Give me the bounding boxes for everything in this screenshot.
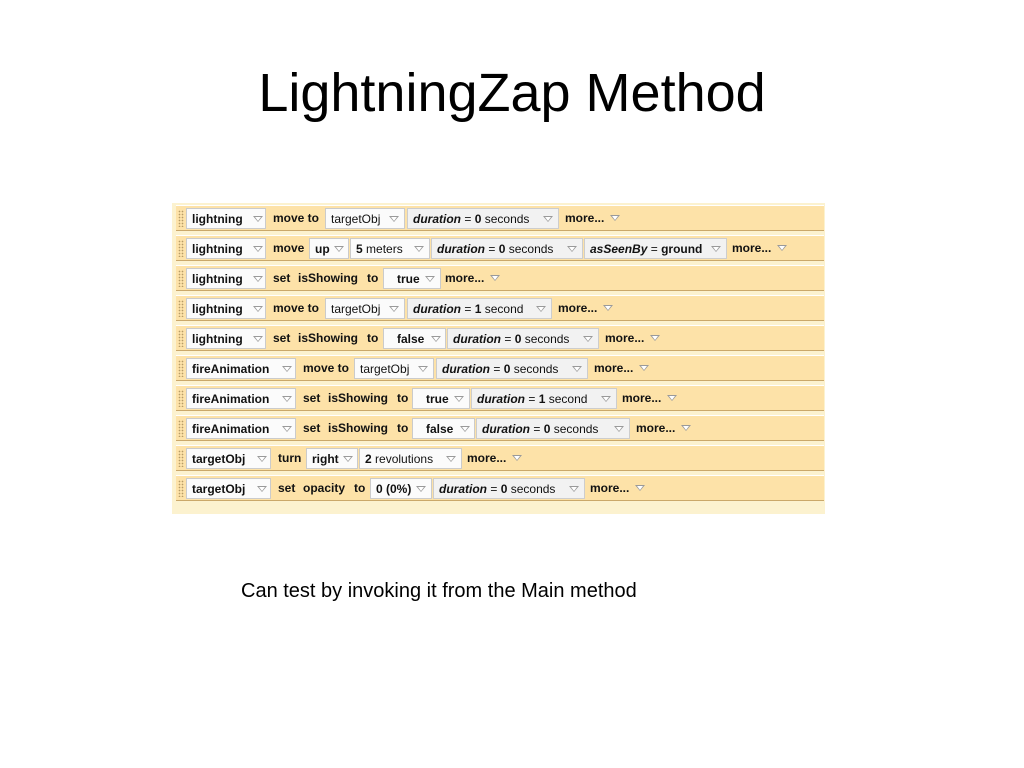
duration-value: 0 bbox=[498, 242, 506, 256]
amount-value: 2 bbox=[365, 452, 372, 466]
asseenby-modifier[interactable]: asSeenBy = ground bbox=[584, 238, 727, 259]
more-menu[interactable] bbox=[591, 358, 653, 379]
property-name: isShowing bbox=[328, 391, 388, 405]
duration-unit: second bbox=[548, 392, 588, 406]
amount-dropdown[interactable] bbox=[350, 238, 430, 259]
more-label: more... bbox=[594, 361, 634, 375]
more-menu[interactable] bbox=[619, 388, 681, 409]
duration-modifier[interactable]: duration = 0 seconds bbox=[476, 418, 630, 439]
object-dropdown[interactable] bbox=[186, 448, 271, 469]
object-dropdown[interactable] bbox=[186, 238, 266, 259]
value-dropdown[interactable] bbox=[412, 388, 470, 409]
object-name: lightning bbox=[192, 272, 243, 286]
property-name: isShowing bbox=[328, 421, 388, 435]
property-name: isShowing bbox=[298, 331, 358, 345]
dropdown-arrow-icon[interactable] bbox=[583, 336, 593, 342]
dropdown-arrow-icon[interactable] bbox=[543, 216, 553, 222]
more-menu[interactable] bbox=[464, 448, 526, 469]
drag-grip-icon[interactable] bbox=[178, 360, 184, 377]
duration-modifier[interactable]: duration = 0 seconds bbox=[431, 238, 583, 259]
value-dropdown[interactable] bbox=[370, 478, 432, 499]
more-label: more... bbox=[558, 301, 598, 315]
target-dropdown[interactable] bbox=[325, 208, 405, 229]
modifier-label: asSeenBy bbox=[590, 242, 648, 256]
dropdown-arrow-icon[interactable] bbox=[257, 486, 267, 492]
object-dropdown[interactable] bbox=[186, 268, 266, 289]
dropdown-arrow-icon[interactable] bbox=[536, 306, 546, 312]
object-name: fireAnimation bbox=[192, 422, 270, 436]
drag-grip-icon[interactable] bbox=[178, 420, 184, 437]
amount-value: 5 bbox=[356, 242, 363, 256]
duration-modifier[interactable]: duration = 0 seconds bbox=[407, 208, 559, 229]
object-dropdown[interactable] bbox=[186, 388, 296, 409]
direction-dropdown[interactable] bbox=[306, 448, 358, 469]
code-row[interactable] bbox=[176, 235, 824, 261]
code-row[interactable] bbox=[176, 355, 824, 381]
amount-dropdown[interactable] bbox=[359, 448, 462, 469]
object-name: fireAnimation bbox=[192, 362, 270, 376]
duration-unit: seconds bbox=[484, 212, 530, 226]
dropdown-arrow-icon[interactable] bbox=[667, 395, 677, 401]
method-name: set bbox=[273, 271, 291, 285]
duration-value: 0 bbox=[500, 482, 508, 496]
duration-value: 1 bbox=[474, 302, 482, 316]
method-code-editor bbox=[172, 203, 825, 514]
drag-grip-icon[interactable] bbox=[178, 270, 184, 287]
to-keyword: to bbox=[367, 271, 379, 285]
dropdown-arrow-icon[interactable] bbox=[416, 486, 426, 492]
dropdown-arrow-icon[interactable] bbox=[610, 215, 620, 221]
object-dropdown[interactable] bbox=[186, 418, 296, 439]
dropdown-arrow-icon[interactable] bbox=[454, 396, 464, 402]
dropdown-arrow-icon[interactable] bbox=[601, 396, 611, 402]
more-label: more... bbox=[636, 421, 676, 435]
duration-unit: seconds bbox=[513, 362, 559, 376]
modifier-label: duration bbox=[413, 212, 461, 226]
drag-grip-icon[interactable] bbox=[178, 300, 184, 317]
code-row[interactable] bbox=[176, 415, 824, 441]
object-name: fireAnimation bbox=[192, 392, 270, 406]
asseenby-value: ground bbox=[661, 242, 703, 256]
duration-unit: second bbox=[484, 302, 524, 316]
dropdown-arrow-icon[interactable] bbox=[490, 275, 500, 281]
code-row[interactable] bbox=[176, 295, 824, 321]
object-dropdown[interactable] bbox=[186, 358, 296, 379]
object-dropdown[interactable] bbox=[186, 478, 271, 499]
dropdown-arrow-icon[interactable] bbox=[253, 276, 263, 282]
modifier-label: duration bbox=[413, 302, 461, 316]
dropdown-arrow-icon[interactable] bbox=[681, 425, 691, 431]
method-name: turn bbox=[278, 451, 302, 465]
dropdown-arrow-icon[interactable] bbox=[414, 246, 424, 252]
value-dropdown[interactable] bbox=[383, 268, 441, 289]
modifier-label: duration bbox=[477, 392, 525, 406]
dropdown-arrow-icon[interactable] bbox=[418, 366, 428, 372]
dropdown-arrow-icon[interactable] bbox=[603, 305, 613, 311]
modifier-label: duration bbox=[437, 242, 485, 256]
drag-grip-icon[interactable] bbox=[178, 390, 184, 407]
duration-modifier[interactable]: duration = 1 second bbox=[407, 298, 552, 319]
dropdown-arrow-icon[interactable] bbox=[389, 216, 399, 222]
dropdown-arrow-icon[interactable] bbox=[777, 245, 787, 251]
to-keyword: to bbox=[397, 421, 409, 435]
value-dropdown[interactable] bbox=[412, 418, 475, 439]
drag-grip-icon[interactable] bbox=[178, 450, 184, 467]
target-dropdown[interactable] bbox=[354, 358, 434, 379]
slide-caption: Can test by invoking it from the Main method bbox=[241, 580, 637, 602]
duration-unit: seconds bbox=[508, 242, 554, 256]
more-label: more... bbox=[467, 451, 507, 465]
method-name: set bbox=[303, 391, 321, 405]
drag-grip-icon[interactable] bbox=[178, 480, 184, 497]
dropdown-arrow-icon[interactable] bbox=[711, 246, 721, 252]
target-value: targetObj bbox=[360, 362, 410, 376]
dropdown-arrow-icon[interactable] bbox=[389, 306, 399, 312]
target-value: targetObj bbox=[331, 212, 381, 226]
method-name: set bbox=[273, 331, 291, 345]
duration-unit: seconds bbox=[553, 422, 599, 436]
drag-grip-icon[interactable] bbox=[178, 240, 184, 257]
duration-value: 0 bbox=[543, 422, 551, 436]
dropdown-arrow-icon[interactable] bbox=[253, 336, 263, 342]
property-name: isShowing bbox=[298, 271, 358, 285]
object-dropdown[interactable] bbox=[186, 298, 266, 319]
more-menu[interactable] bbox=[633, 418, 695, 439]
object-name: lightning bbox=[192, 302, 243, 316]
code-row[interactable] bbox=[176, 265, 824, 291]
target-dropdown[interactable] bbox=[325, 298, 405, 319]
direction-value: up bbox=[315, 242, 330, 256]
dropdown-arrow-icon[interactable] bbox=[446, 456, 456, 462]
duration-modifier[interactable]: duration = 0 seconds bbox=[433, 478, 585, 499]
more-label: more... bbox=[565, 211, 605, 225]
object-name: targetObj bbox=[192, 482, 246, 496]
dropdown-arrow-icon[interactable] bbox=[635, 485, 645, 491]
drag-grip-icon[interactable] bbox=[178, 330, 184, 347]
dropdown-arrow-icon[interactable] bbox=[253, 216, 263, 222]
duration-value: 1 bbox=[538, 392, 546, 406]
duration-modifier[interactable]: duration = 1 second bbox=[471, 388, 617, 409]
property-value: false bbox=[426, 422, 454, 436]
amount-unit: meters bbox=[366, 242, 403, 256]
property-value: 0 (0%) bbox=[376, 482, 412, 496]
object-name: lightning bbox=[192, 332, 243, 346]
modifier-label: duration bbox=[442, 362, 490, 376]
object-dropdown[interactable] bbox=[186, 208, 266, 229]
code-row[interactable] bbox=[176, 325, 824, 351]
more-menu[interactable] bbox=[442, 268, 504, 289]
object-name: targetObj bbox=[192, 452, 246, 466]
dropdown-arrow-icon[interactable] bbox=[253, 306, 263, 312]
more-menu[interactable] bbox=[602, 328, 664, 349]
more-label: more... bbox=[590, 481, 630, 495]
dropdown-arrow-icon[interactable] bbox=[334, 246, 344, 252]
method-name: move bbox=[273, 241, 305, 255]
more-menu[interactable] bbox=[562, 208, 622, 229]
duration-value: 0 bbox=[474, 212, 482, 226]
drag-grip-icon[interactable] bbox=[178, 210, 184, 227]
dropdown-arrow-icon[interactable] bbox=[460, 426, 470, 432]
more-label: more... bbox=[732, 241, 772, 255]
modifier-label: duration bbox=[482, 422, 530, 436]
to-keyword: to bbox=[354, 481, 366, 495]
modifier-label: duration bbox=[453, 332, 501, 346]
dropdown-arrow-icon[interactable] bbox=[639, 365, 649, 371]
value-dropdown[interactable] bbox=[383, 328, 446, 349]
direction-value: right bbox=[312, 452, 339, 466]
duration-modifier[interactable]: duration = 0 seconds bbox=[436, 358, 588, 379]
to-keyword: to bbox=[397, 391, 409, 405]
dropdown-arrow-icon[interactable] bbox=[343, 456, 353, 462]
object-dropdown[interactable] bbox=[186, 328, 266, 349]
method-name: move to bbox=[303, 361, 350, 375]
method-name: set bbox=[303, 421, 321, 435]
dropdown-arrow-icon[interactable] bbox=[431, 336, 441, 342]
amount-unit: revolutions bbox=[375, 452, 434, 466]
modifier-label: duration bbox=[439, 482, 487, 496]
dropdown-arrow-icon[interactable] bbox=[614, 426, 624, 432]
method-name: move to bbox=[273, 301, 320, 315]
duration-modifier[interactable]: duration = 0 seconds bbox=[447, 328, 599, 349]
code-row[interactable] bbox=[176, 205, 824, 231]
property-value: true bbox=[426, 392, 449, 406]
property-value: false bbox=[397, 332, 425, 346]
more-label: more... bbox=[445, 271, 485, 285]
code-row[interactable] bbox=[176, 445, 824, 471]
dropdown-arrow-icon[interactable] bbox=[257, 456, 267, 462]
dropdown-arrow-icon[interactable] bbox=[425, 276, 435, 282]
dropdown-arrow-icon[interactable] bbox=[282, 366, 292, 372]
object-name: lightning bbox=[192, 242, 243, 256]
dropdown-arrow-icon[interactable] bbox=[253, 246, 263, 252]
dropdown-arrow-icon[interactable] bbox=[282, 396, 292, 402]
more-menu[interactable] bbox=[587, 478, 649, 499]
duration-value: 0 bbox=[503, 362, 511, 376]
property-name: opacity bbox=[303, 481, 346, 495]
method-name: set bbox=[278, 481, 296, 495]
object-name: lightning bbox=[192, 212, 243, 226]
to-keyword: to bbox=[367, 331, 379, 345]
method-name: move to bbox=[273, 211, 320, 225]
code-row[interactable] bbox=[176, 475, 824, 501]
direction-dropdown[interactable] bbox=[309, 238, 349, 259]
slide-title: LightningZap Method bbox=[258, 63, 766, 123]
dropdown-arrow-icon[interactable] bbox=[512, 455, 522, 461]
more-label: more... bbox=[605, 331, 645, 345]
duration-unit: seconds bbox=[510, 482, 556, 496]
more-label: more... bbox=[622, 391, 662, 405]
dropdown-arrow-icon[interactable] bbox=[567, 246, 577, 252]
property-value: true bbox=[397, 272, 420, 286]
more-menu[interactable] bbox=[729, 238, 791, 259]
dropdown-arrow-icon[interactable] bbox=[569, 486, 579, 492]
target-value: targetObj bbox=[331, 302, 381, 316]
dropdown-arrow-icon[interactable] bbox=[282, 426, 292, 432]
dropdown-arrow-icon[interactable] bbox=[650, 335, 660, 341]
more-menu[interactable] bbox=[555, 298, 617, 319]
dropdown-arrow-icon[interactable] bbox=[572, 366, 582, 372]
duration-unit: seconds bbox=[524, 332, 570, 346]
duration-value: 0 bbox=[514, 332, 522, 346]
code-row[interactable] bbox=[176, 385, 824, 411]
